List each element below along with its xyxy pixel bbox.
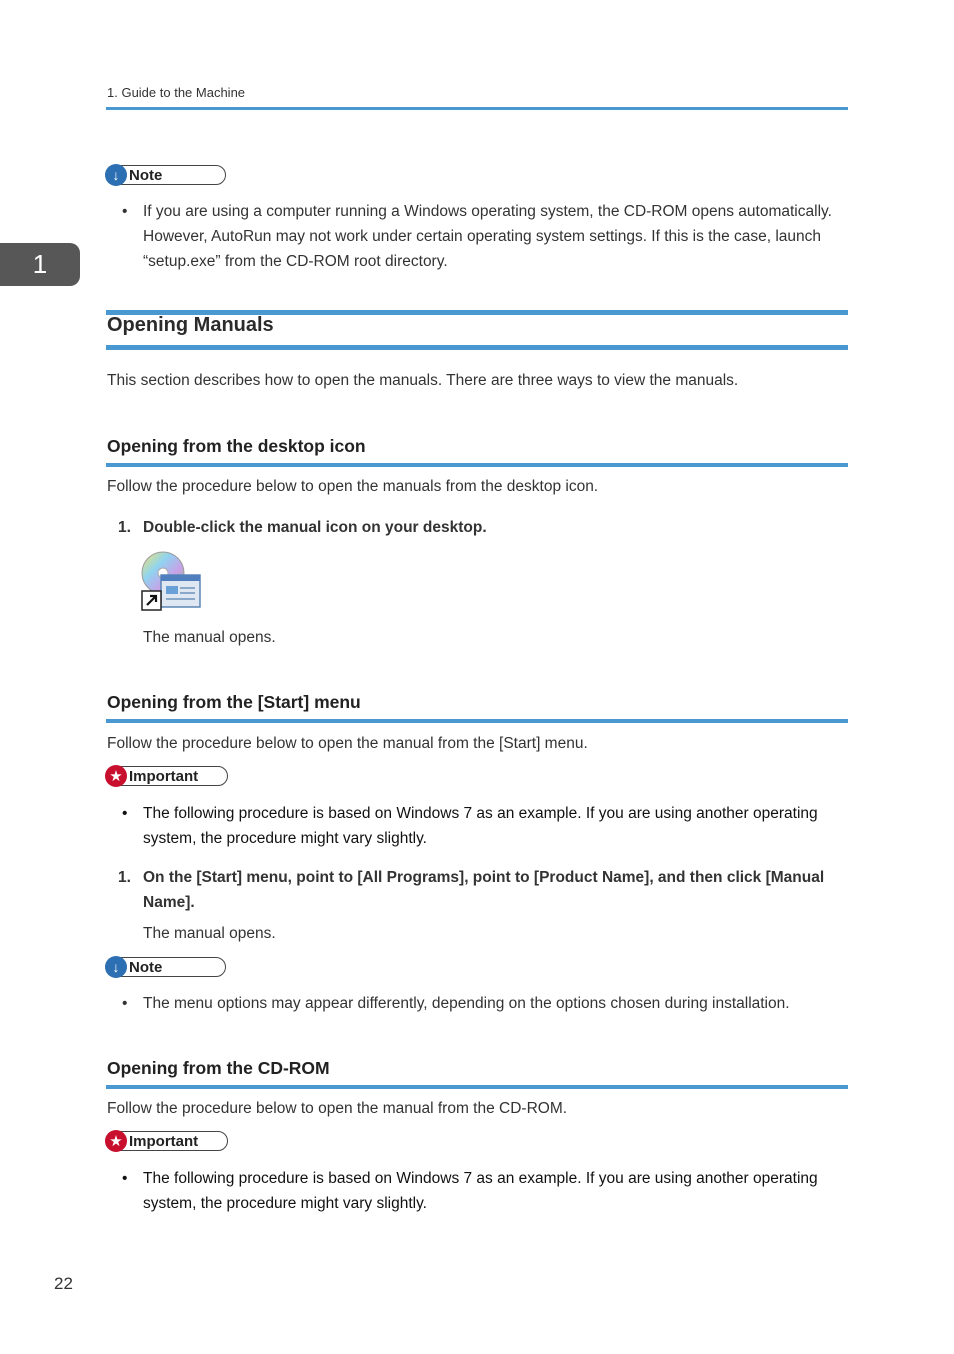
running-header: 1. Guide to the Machine — [107, 85, 246, 100]
chapter-tab — [0, 243, 80, 286]
subsection-rule — [106, 719, 848, 723]
bullet-dot: • — [122, 805, 128, 822]
bullet-dot: • — [122, 995, 128, 1012]
important-badge — [106, 766, 228, 786]
section-intro: This section describes how to open the manuals. There are three ways to view the manuals. — [107, 372, 739, 389]
note-bullet — [122, 991, 852, 1017]
desktop-intro: Follow the procedure below to open the manuals from the desktop icon. — [107, 478, 599, 495]
note-bullet-text: The menu options may appear differently, depending on the options chosen during installation. — [143, 995, 790, 1012]
arrow-down-icon: ↓ — [105, 164, 127, 186]
important-bullet-text: The following procedure is based on Windows 7 as an example. If you are using another operating system, the procedure might vary slightly. — [143, 1170, 818, 1212]
start-menu-intro: Follow the procedure below to open the manual from the [Start] menu. — [107, 735, 588, 752]
note-label: Note — [129, 166, 163, 184]
important-label: Important — [129, 1132, 199, 1150]
subsection-rule — [106, 463, 848, 467]
chapter-number: 1 — [32, 249, 48, 279]
step-number: 1. — [118, 519, 131, 536]
star-icon: ★ — [105, 765, 127, 787]
star-icon: ★ — [105, 1130, 127, 1152]
subsection-rule — [106, 1085, 848, 1089]
important-bullet — [122, 801, 832, 853]
important-bullet-text: The following procedure is based on Windows 7 as an example. If you are using another operating system, the procedure might vary slightly. — [143, 805, 818, 847]
bullet-dot: • — [122, 1170, 128, 1187]
note-label: Note — [129, 958, 163, 976]
bullet-dot: • — [122, 203, 128, 220]
header-rule — [106, 107, 848, 110]
start-menu-step-1 — [118, 865, 838, 917]
step-number: 1. — [118, 869, 131, 886]
arrow-down-icon: ↓ — [105, 956, 127, 978]
note-badge — [106, 957, 226, 977]
section-rule-bottom — [106, 345, 848, 350]
step-text: Double-click the manual icon on your desktop. — [143, 519, 487, 536]
note-bullet — [122, 199, 832, 279]
manual-shortcut-icon[interactable] — [140, 550, 202, 612]
cdrom-intro: Follow the procedure below to open the manual from the CD-ROM. — [107, 1100, 568, 1117]
subsection-title-start-menu: Opening from the [Start] menu — [107, 692, 361, 712]
note-badge — [106, 165, 226, 185]
step-text: On the [Start] menu, point to [All Programs], point to [Product Name], and then click [Manual Name]. — [143, 869, 825, 911]
page-number: 22 — [54, 1274, 73, 1293]
desktop-result: The manual opens. — [143, 629, 276, 646]
desktop-step-1 — [118, 515, 838, 541]
start-menu-result: The manual opens. — [143, 925, 276, 942]
important-label: Important — [129, 767, 199, 785]
note-bullet-text: If you are using a computer running a Windows operating system, the CD-ROM opens automatically. However, AutoRun may not work under certain operating system settings. If this is the case, launch “setup.exe” from the CD-ROM root directory. — [143, 203, 832, 270]
important-badge — [106, 1131, 228, 1151]
important-bullet — [122, 1166, 832, 1218]
subsection-title-cdrom: Opening from the CD-ROM — [107, 1058, 330, 1078]
section-title: Opening Manuals — [107, 314, 274, 336]
subsection-title-desktop: Opening from the desktop icon — [107, 436, 366, 456]
